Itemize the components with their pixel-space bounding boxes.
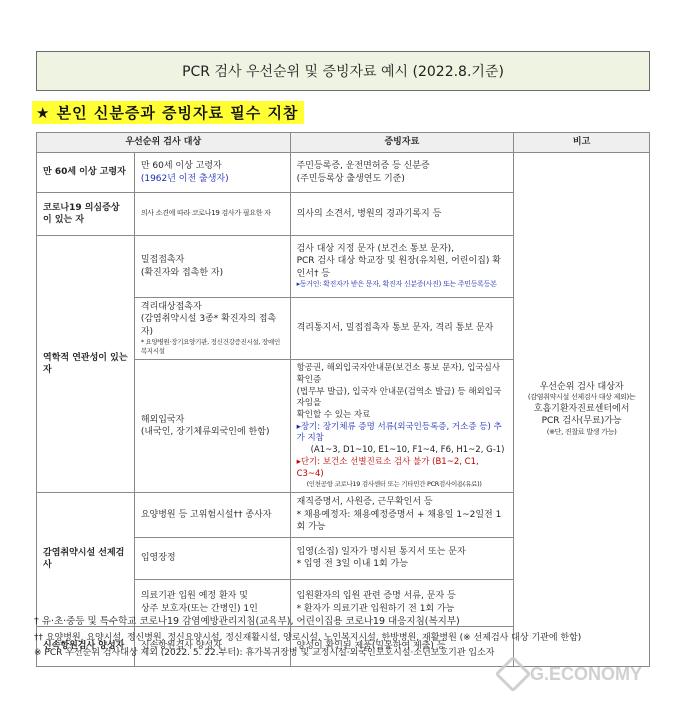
evidence-cell [290, 236, 514, 298]
table-header-row [37, 133, 650, 153]
target-cell [134, 193, 290, 236]
evidence-note: * 환자가 의료기관 입원하기 전 1회 가능 [296, 603, 455, 614]
evidence-cell [290, 193, 514, 236]
evidence-text: 입원환자의 입원 관련 증명 서류, 문자 등 [296, 591, 456, 602]
evidence-cell [290, 153, 514, 193]
target-cell [134, 153, 290, 193]
target-line: 격리대상접촉자 [140, 302, 202, 312]
evidence-text: 재직증명서, 사원증, 근무확인서 등 [296, 497, 433, 508]
header-remark: 비고 [514, 133, 650, 153]
header-evidence: 증빙자료 [290, 133, 514, 153]
category-cell: 역학적 연관성이 있는자 [37, 236, 135, 493]
remark-line: (감염취약시설 선제검사 대상 제외)는 [527, 393, 636, 402]
target-cell [134, 537, 290, 579]
notice-heading [32, 101, 304, 123]
evidence-note: (주민등록상 출생연도 기준) [296, 173, 405, 184]
target-note: (확진자와 접촉한 자) [140, 267, 224, 278]
evidence-text: 의사의 소견서, 병원의 경과기록지 등 [296, 208, 442, 219]
category-cell: 감염취약시설 선제검사 [37, 493, 135, 626]
target-cell [134, 360, 290, 493]
footnotes [34, 614, 674, 662]
table-row [37, 153, 650, 193]
document-title-box [36, 51, 650, 91]
category-cell: 코로나19 의심증상이 있는 자 [37, 193, 135, 236]
evidence-blue-note: ▸동거인: 확진자가 받은 문자, 확진자 신분증(사진) 또는 주민등록등본 [296, 280, 497, 289]
evidence-line: 항공권, 해외입국자안내문(보건소 통보 문자), 입국심사확인증 [296, 363, 501, 385]
evidence-cell [290, 537, 514, 579]
evidence-blue-line: ▸장기: 장기체류 증명 서류(외국인등록증, 거소증 등) 추가 지참 [296, 421, 502, 444]
target-text: 만 60세 이상 고령자 [140, 161, 222, 172]
footnote: ※ PCR 우선순위 검사대상 제외 (2022. 5. 22.부터): 휴가복귀장병 및 교정시설·외국인보호시설·소년보호기관 입소자 [34, 648, 495, 659]
evidence-red-line: ▸단기: 보건소 선별진료소 검사 불가 (B1~2, C1, C3~4) [296, 456, 479, 479]
evidence-red-small: (인천공항 코로나19 검사센터 또는 기타민간 PCR검사이용(유료)) [306, 480, 482, 489]
watermark-logo-icon [495, 656, 532, 693]
evidence-cell [290, 298, 514, 360]
category-cell: 신속항원검사 양성자 [37, 626, 135, 666]
evidence-text: 격리통지서, 밀접접촉자 통보 문자, 격리 통보 문자 [296, 323, 494, 334]
target-small-note: * 요양병원·장기요양기관, 정신건강증진시설, 장애인복지시설 [140, 338, 280, 356]
evidence-visa-codes: (A1~3, D1~10, E1~10, F1~4, F6, H1~2, G-1) [310, 445, 505, 456]
document-title: PCR 검사 우선순위 및 증빙자료 예시 (2022.8.기준) [182, 64, 504, 80]
target-cell [134, 493, 290, 537]
remark-line: (※단, 진찰료 발생 가능) [546, 427, 617, 436]
target-note: (내국인, 장기체류외국인에 한함) [140, 427, 270, 438]
target-text: 의사 소견에 따라 코로나19 검사가 필요한 자 [140, 209, 271, 218]
evidence-line: 확인할 수 있는 자료 [296, 410, 371, 421]
evidence-text: 주민등록증, 운전면허증 등 신분증 [296, 161, 430, 172]
target-text: 입영장정 [140, 552, 176, 563]
target-cell [134, 298, 290, 360]
remark-cell [514, 153, 650, 667]
footnote: † 유·초·중등 및 특수학교 코로나19 감염예방관리지침(교육부), 어린이집용 코로나19 대응지침(복지부) [34, 616, 460, 627]
target-text: 요양병원 등 고위험시설†† 종사자 [140, 509, 272, 520]
evidence-note: * 입영 전 3일 이내 1회 가능 [296, 559, 408, 570]
target-text: 의료기관 입원 예정 환자 및 [140, 591, 248, 602]
target-note: (1962년 이전 출생자) [140, 173, 229, 184]
target-note: 상주 보호자(또는 간병인) 1인 [140, 603, 258, 614]
remark-line: PCR 검사(무료)가능 [541, 416, 622, 427]
footnote: †† 요양병원, 요양시설, 정신병원, 정신요양시설, 정신재활시설, 양로시설, 노인복지시설, 한방병원, 재활병원 (※ 선제검사 대상 기관에 한함) [34, 632, 582, 643]
category-cell: 만 60세 이상 고령자 [37, 153, 135, 193]
target-text: 밀접접촉자 [140, 255, 185, 266]
evidence-note: * 채용예정자: 채용예정증명서 + 채용일 1~2일전 1회 가능 [296, 509, 502, 533]
remark-line: 호흡기환자진료센터에서 [533, 404, 630, 415]
target-text: 해외입국자 [140, 414, 185, 425]
evidence-cell [290, 360, 514, 493]
target-cell [134, 236, 290, 298]
notice-heading-text: ★ 본인 신분증과 증빙자료 필수 지참 [32, 101, 304, 124]
evidence-line: 검사 대상 지정 문자 (보건소 통보 문자), [296, 244, 455, 255]
priority-table [36, 132, 650, 667]
target-text: 신속항원검사 양성자 [140, 640, 222, 651]
header-target: 우선순위 검사 대상 [37, 133, 291, 153]
target-line: (감염취약시설 3종* 확진자의 접촉자) [140, 314, 277, 337]
remark-line: 우선순위 검사 대상자 [539, 382, 624, 392]
evidence-line: (법무부 발급), 입국자 안내문(검역소 발급) 등 해외입국자임을 [296, 386, 502, 409]
evidence-text: 입영(소집) 일자가 명시된 통지서 또는 문자 [296, 546, 466, 557]
evidence-line: PCR 검사 대상 학교장 및 원장(유치원, 어린이집) 확인서† 등 [296, 256, 501, 279]
evidence-cell [290, 493, 514, 537]
evidence-text: 양성이 확인된 제품(밀봉하여 제출) 등 [296, 640, 446, 651]
watermark-text: G.ECONOMY [530, 663, 643, 684]
watermark [500, 657, 675, 691]
